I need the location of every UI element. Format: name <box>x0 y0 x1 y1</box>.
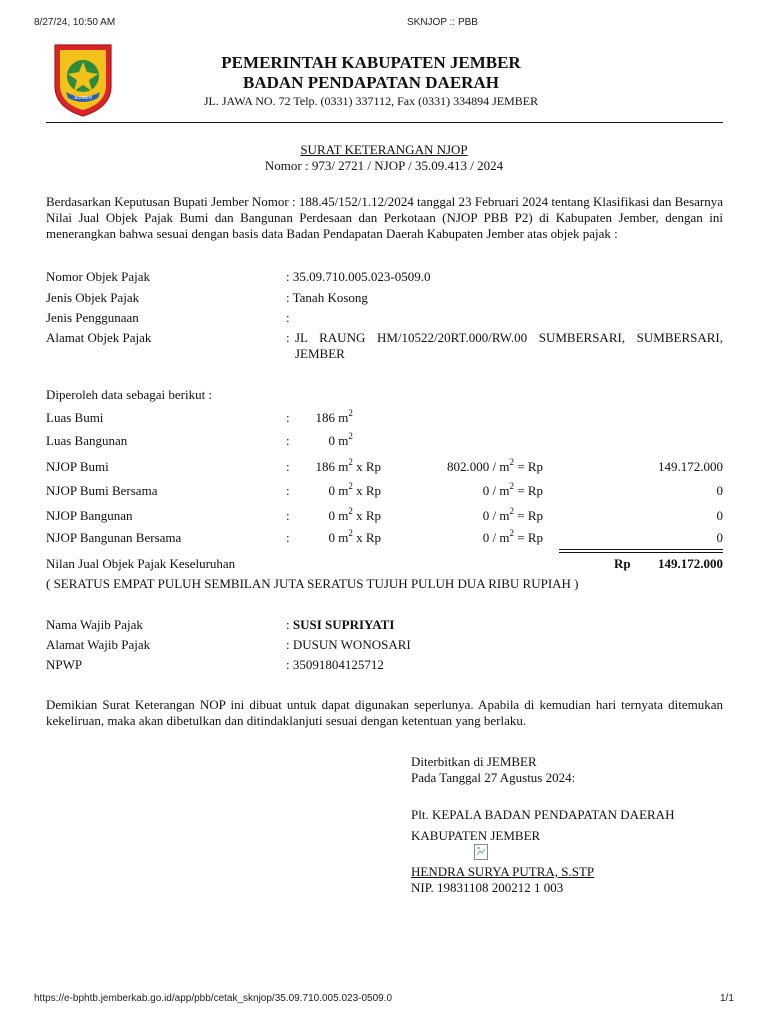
npwp-value: : 35091804125712 <box>286 657 384 672</box>
npwp-label: NPWP <box>46 657 83 672</box>
jenis-penggunaan-value: : <box>286 310 290 325</box>
total-rule-top <box>559 549 723 550</box>
njop-row-price: $0 / m^2 = Rp$ <box>482 527 543 545</box>
issued-place: Diterbitkan di JEMBER <box>411 754 537 769</box>
signatory-name: HENDRA SURYA PUTRA, S.STP <box>411 864 595 879</box>
njop-row-area: 0 $m^2$ x Rp <box>328 505 382 523</box>
alamat-objek-label: Alamat Objek Pajak <box>46 330 152 345</box>
alamat-objek-colon: : <box>286 330 290 345</box>
luas-bumi-label: Luas Bumi <box>46 410 104 425</box>
print-page-title: SKNJOP :: PBB <box>407 17 478 28</box>
jenis-objek-value: : Tanah Kosong <box>286 290 368 305</box>
njop-row-price: $802.000 / m^2 = Rp$ <box>446 456 543 474</box>
njop-row-total: 0 <box>716 530 723 545</box>
njop-row-colon: : <box>286 530 290 545</box>
luas-bumi-colon: : <box>286 410 290 425</box>
nama-wp-label: Nama Wajib Pajak <box>46 617 143 632</box>
print-page-count: 1/1 <box>720 993 734 1004</box>
broken-image-icon <box>474 844 488 860</box>
luas-bangunan-colon: : <box>286 433 290 448</box>
total-currency: Rp <box>614 556 631 571</box>
njop-row-label: NJOP Bumi <box>46 459 109 474</box>
njop-row-total: 149.172.000 <box>658 459 723 474</box>
njop-row-colon: : <box>286 508 290 523</box>
jenis-penggunaan-label: Jenis Penggunaan <box>46 310 139 325</box>
njop-row-label: NJOP Bangunan <box>46 508 133 523</box>
print-url: https://e-bphtb.jemberkab.go.id/app/pbb/cetak_sknjop/35.09.710.005.023-0509.0 <box>34 993 393 1004</box>
issued-date: Pada Tanggal 27 Agustus 2024: <box>411 770 576 785</box>
luas-bangunan-label: Luas Bangunan <box>46 433 128 448</box>
njop-row-total: 0 <box>716 508 723 523</box>
logo-text: JEMBER <box>73 95 93 100</box>
letterhead-divider <box>46 122 723 123</box>
nop-value: : 35.09.710.005.023-0509.0 <box>286 269 431 284</box>
njop-row-label: NJOP Bangunan Bersama <box>46 530 182 545</box>
position-line1: Plt. KEPALA BADAN PENDAPATAN DAERAH <box>411 807 675 822</box>
letterhead-line2: BADAN PENDAPATAN DAERAH <box>243 73 499 92</box>
intro-paragraph: Berdasarkan Keputusan Bupati Jember Nomor : 188.45/152/1.12/2024 tanggal 23 Februari 2024 tentang Klasifikasi dan Besarnya Nilai Jual Objek Pajak Bumi dan Bangunan Perdesaan dan Perkotaan (NJOP PBB P2) di Kabupaten Jember, dengan ini menerangkan bahwa sesuai dengan basis data Badan Pendapatan Daerah Kabupaten Jember atas objek pajak : <box>46 194 723 241</box>
document-title: SURAT KETERANGAN NJOP <box>300 142 468 157</box>
njop-row-label: NJOP Bumi Bersama <box>46 483 158 498</box>
total-label: Nilan Jual Objek Pajak Keseluruhan <box>46 556 236 571</box>
position-line2: KABUPATEN JEMBER <box>411 828 541 843</box>
alamat-wp-label: Alamat Wajib Pajak <box>46 637 151 652</box>
njop-row-price: $0 / m^2 = Rp$ <box>482 505 543 523</box>
njop-row-colon: : <box>286 483 290 498</box>
jenis-objek-label: Jenis Objek Pajak <box>46 290 140 305</box>
document-title-wrap <box>0 142 768 158</box>
luas-bumi-value: 186 $m^2$ <box>315 407 353 425</box>
alamat-objek-line2: JEMBER <box>295 346 345 361</box>
signatory-nip: NIP. 19831108 200212 1 003 <box>411 880 564 895</box>
njop-row-price: $0 / m^2 = Rp$ <box>482 480 543 498</box>
total-in-words: ( SERATUS EMPAT PULUH SEMBILAN JUTA SERATUS TUJUH PULUH DUA RIBU RUPIAH ) <box>46 576 579 591</box>
total-rule-bottom <box>559 552 723 553</box>
letterhead-line1: PEMERINTAH KABUPATEN JEMBER <box>221 53 521 72</box>
njop-row-area: 186 $m^2$ x Rp <box>315 456 382 474</box>
print-datetime: 8/27/24, 10:50 AM <box>34 17 116 28</box>
alamat-objek-line1: JL RAUNG HM/10522/20RT.000/RW.00 SUMBERSARI, SUMBERSARI, <box>295 330 723 345</box>
njop-row-area: 0 $m^2$ x Rp <box>328 480 382 498</box>
njop-row-total: 0 <box>716 483 723 498</box>
document-number: Nomor : 973/ 2721 / NJOP / 35.09.413 / 2024 <box>264 158 504 173</box>
letterhead-address: JL. JAWA NO. 72 Telp. (0331) 337112, Fax (0331) 334894 JEMBER <box>203 94 539 108</box>
total-value: 149.172.000 <box>658 556 723 571</box>
alamat-wp-value: : DUSUN WONOSARI <box>286 637 411 652</box>
luas-bangunan-value: 0 $m^2$ <box>328 430 353 448</box>
nop-label: Nomor Objek Pajak <box>46 269 150 284</box>
data-heading: Diperoleh data sebagai berikut : <box>46 387 213 402</box>
closing-paragraph: Demikian Surat Keterangan NOP ini dibuat untuk dapat digunakan seperlunya. Apabila di kemudian hari ternyata ditemukan kekeliruan, maka akan dibetulkan dan ditindaklanjuti sesuai dengan ketentuan yang berlaku. <box>46 697 723 728</box>
njop-row-colon: : <box>286 459 290 474</box>
njop-row-area: 0 $m^2$ x Rp <box>328 527 382 545</box>
nama-wp-value: : SUSI SUPRIYATI <box>286 617 395 632</box>
